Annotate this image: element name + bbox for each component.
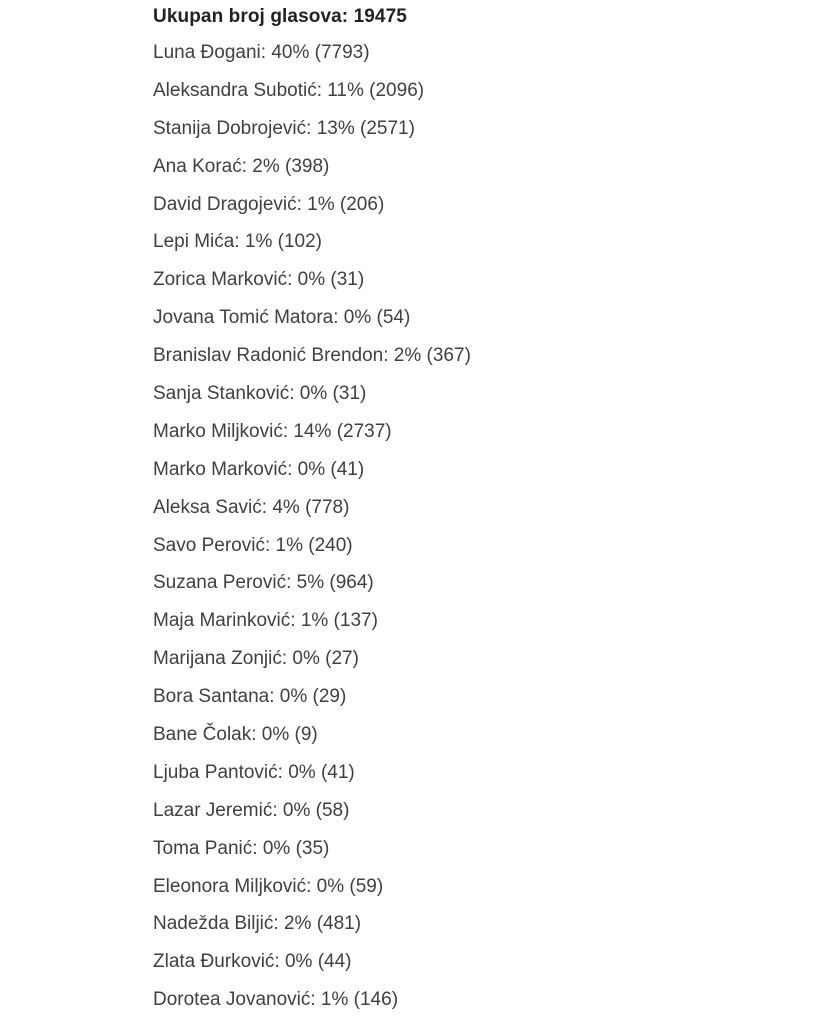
result-row: Aleksandra Subotić: 11% (2096) — [153, 79, 425, 101]
result-row: Savo Perović: 1% (240) — [153, 534, 353, 556]
result-row: Sanja Stanković: 0% (31) — [153, 383, 367, 405]
result-row: Ana Korać: 2% (398) — [153, 155, 330, 177]
result-row: Marko Miljković: 14% (2737) — [153, 420, 392, 442]
result-row: Ljuba Pantović: 0% (41) — [153, 761, 355, 783]
result-row: Zlata Đurković: 0% (44) — [153, 951, 352, 973]
result-row: Eleonora Miljković: 0% (59) — [153, 875, 384, 897]
result-row: Luna Đogani: 40% (7793) — [153, 42, 370, 63]
result-row: Bane Čolak: 0% (9) — [153, 724, 318, 746]
result-row: Suzana Perović: 5% (964) — [153, 572, 374, 594]
results-list — [153, 34, 793, 1019]
result-row: Bora Santana: 0% (29) — [153, 686, 347, 708]
total-votes-heading: Ukupan broj glasova: 19475 — [153, 6, 407, 27]
result-row: Lepi Mića: 1% (102) — [153, 231, 322, 253]
result-row: Dorotea Jovanović: 1% (146) — [153, 989, 399, 1011]
result-row: Toma Panić: 0% (35) — [153, 837, 330, 859]
result-row: Zorica Marković: 0% (31) — [153, 269, 365, 291]
result-row: Lazar Jeremić: 0% (58) — [153, 799, 350, 821]
result-row: Nadežda Biljić: 2% (481) — [153, 913, 362, 935]
result-row: Aleksa Savić: 4% (778) — [153, 496, 350, 518]
result-row: Maja Marinković: 1% (137) — [153, 610, 378, 632]
result-row: David Dragojević: 1% (206) — [153, 193, 385, 215]
result-row: Branislav Radonić Brendon: 2% (367) — [153, 345, 471, 367]
result-row: Jovana Tomić Matora: 0% (54) — [153, 307, 411, 329]
result-row: Stanija Dobrojević: 13% (2571) — [153, 117, 415, 139]
result-row: Marko Marković: 0% (41) — [153, 458, 365, 480]
poll-results — [153, 0, 793, 1019]
result-row: Marijana Zonjić: 0% (27) — [153, 648, 359, 670]
